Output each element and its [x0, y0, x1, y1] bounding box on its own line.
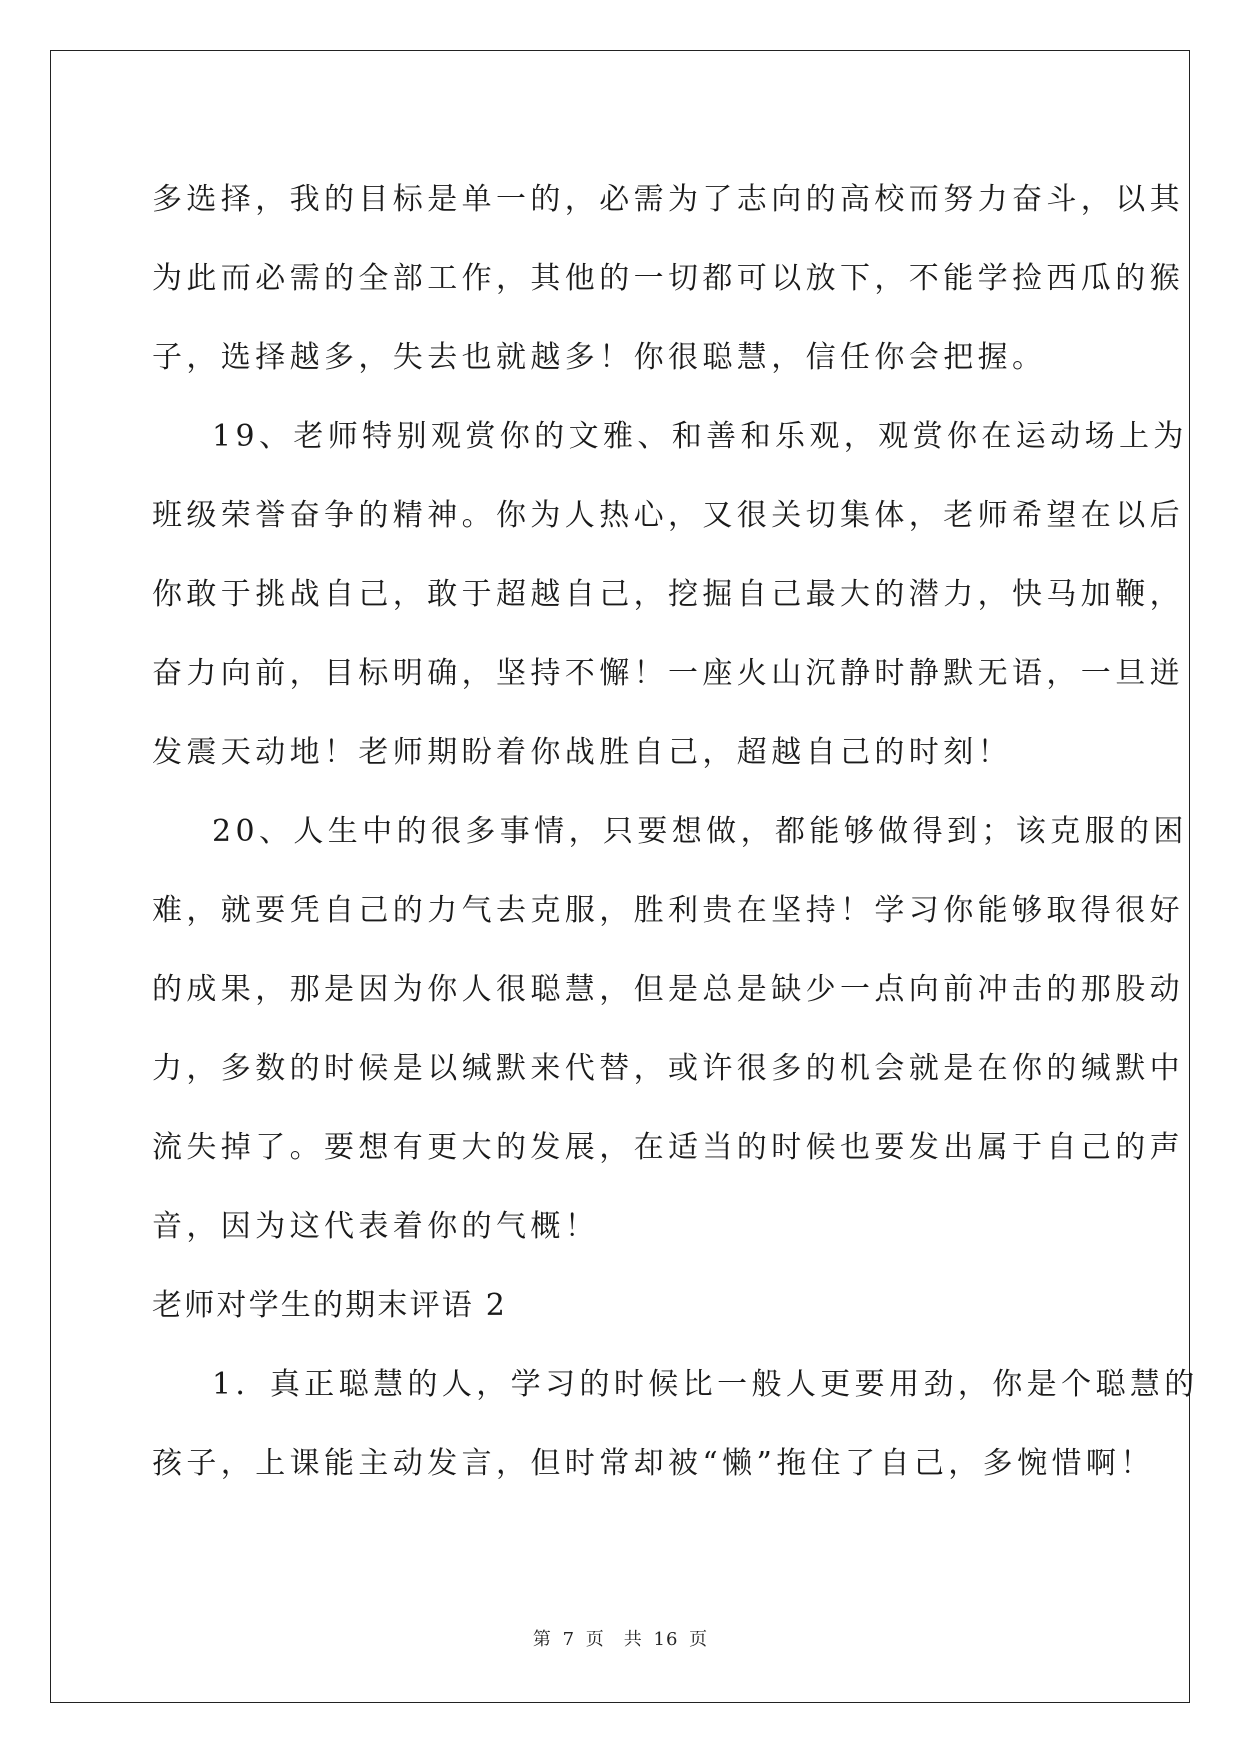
text-line: 奋力向前，目标明确，坚持不懈！一座火山沉静时静默无语，一旦迸	[152, 656, 1184, 691]
text-line: 班级荣誉奋争的精神。你为人热心，又很关切集体，老师希望在以后	[152, 498, 1184, 533]
page-number-footer: 第 7 页 共 16 页	[532, 1629, 709, 1650]
text-line: 子，选择越多，失去也就越多！你很聪慧，信任你会把握。	[152, 340, 1047, 375]
text-line: 音，因为这代表着你的气概！	[152, 1209, 600, 1244]
text-line: 发震天动地！老师期盼着你战胜自己，超越自己的时刻！	[152, 735, 1012, 770]
text-line: 力，多数的时候是以缄默来代替，或许很多的机会就是在你的缄默中	[152, 1051, 1184, 1086]
paragraph-start-1: 1．真正聪慧的人，学习的时候比一般人更要用劲，你是个聪慧的	[212, 1367, 1199, 1402]
text-line: 流失掉了。要想有更大的发展，在适当的时候也要发出属于自己的声	[152, 1130, 1184, 1165]
text-line: 你敢于挑战自己，敢于超越自己，挖掘自己最大的潜力，快马加鞭，	[152, 577, 1184, 612]
paragraph-start-20: 20、人生中的很多事情，只要想做，都能够做得到；该克服的困	[212, 814, 1188, 849]
paragraph-start-19: 19、老师特别观赏你的文雅、和善和乐观，观赏你在运动场上为	[212, 419, 1188, 454]
text-line: 的成果，那是因为你人很聪慧，但是总是缺少一点向前冲击的那股动	[152, 972, 1184, 1007]
text-line: 为此而必需的全部工作，其他的一切都可以放下，不能学捡西瓜的猴	[152, 261, 1184, 296]
document-body	[152, 160, 1199, 1503]
text-line: 难，就要凭自己的力气去克服，胜利贵在坚持！学习你能够取得很好	[152, 893, 1184, 928]
text-line: 多选择，我的目标是单一的，必需为了志向的高校而努力奋斗，以其	[152, 182, 1184, 217]
text-line: 孩子，上课能主动发言，但时常却被“懒”拖住了自己，多惋惜啊！	[152, 1446, 1155, 1481]
section-heading: 老师对学生的期末评语 2	[152, 1288, 508, 1323]
